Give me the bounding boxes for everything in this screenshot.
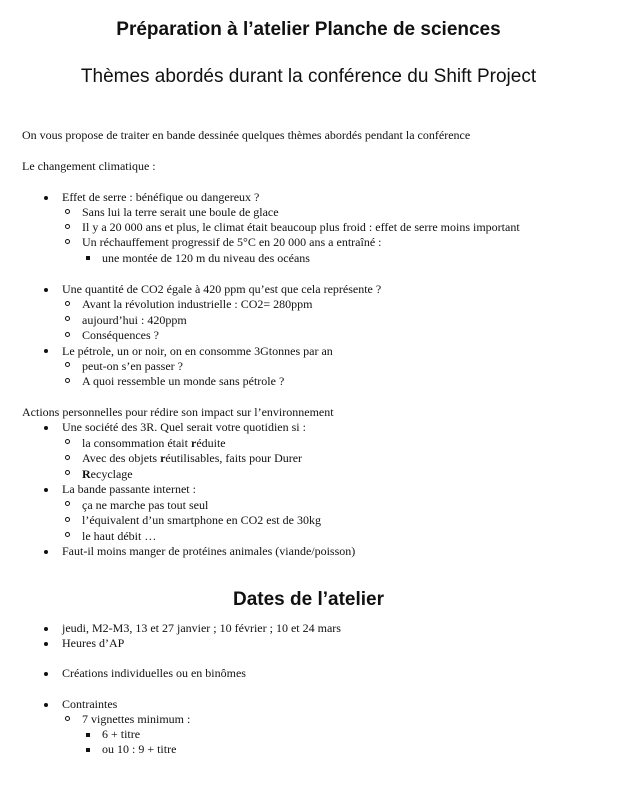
list-item: Recyclage: [82, 467, 133, 481]
list-item: peut-on s’en passer ?: [82, 359, 183, 373]
list-item: Un réchauffement progressif de 5°C en 20 000 ans a entraîné :: [82, 235, 382, 249]
list-item-co2: Une quantité de CO2 égale à 420 ppm qu’est que cela représente ?: [62, 282, 382, 296]
bullet-circle: [65, 224, 70, 229]
list-item: A quoi ressemble un monde sans pétrole ?: [82, 374, 285, 388]
section-actions-heading: Actions personnelles pour rédire son impact sur l’environnement: [22, 405, 334, 419]
page-title: Préparation à l’atelier Planche de sciences: [116, 19, 501, 40]
list-item: Avant la révolution industrielle : CO2= 280ppm: [82, 297, 313, 311]
bullet-disc: [44, 426, 48, 430]
bullet-circle: [65, 532, 70, 537]
bullet-circle: [65, 470, 70, 475]
list-item: ça ne marche pas tout seul: [82, 498, 209, 512]
bullet-square: [86, 733, 90, 737]
bullet-disc: [44, 488, 48, 492]
bullet-circle: [65, 455, 70, 460]
list-item: Il y a 20 000 ans et plus, le climat était beaucoup plus froid : effet de serre moins important: [82, 220, 520, 234]
bullet-circle: [65, 332, 70, 337]
bullet-disc: [44, 288, 48, 292]
list-item: aujourd’hui : 420ppm: [82, 313, 187, 327]
list-item: le haut débit …: [82, 529, 157, 543]
bullet-circle: [65, 239, 70, 244]
list-item: Conséquences ?: [82, 328, 159, 342]
list-item: 6 + titre: [102, 727, 141, 741]
list-item-protein: Faut-il moins manger de protéines animales (viande/poisson): [62, 544, 356, 558]
bullet-circle: [65, 501, 70, 506]
list-item: l’équivalent d’un smartphone en CO2 est de 30kg: [82, 513, 321, 527]
bullet-circle: [65, 301, 70, 306]
bullet-circle: [65, 439, 70, 444]
bullet-square: [86, 256, 90, 260]
bullet-circle: [65, 517, 70, 522]
list-item-constraints: Contraintes: [62, 697, 118, 711]
bullet-disc: [44, 672, 48, 676]
list-item-dates: jeudi, M2-M3, 13 et 27 janvier ; 10 février ; 10 et 24 mars: [62, 621, 341, 635]
page-subtitle: Thèmes abordés durant la conférence du Shift Project: [80, 66, 537, 87]
bullet-disc: [44, 196, 48, 200]
bullet-disc: [44, 349, 48, 353]
list-item: Sans lui la terre serait une boule de glace: [82, 205, 279, 219]
bullet-disc: [44, 550, 48, 554]
list-item-oil: Le pétrole, un or noir, on en consomme 3Gtonnes par an: [62, 344, 333, 358]
list-item-bandwidth: La bande passante internet :: [62, 482, 196, 496]
list-item-society: Une société des 3R. Quel serait votre quotidien si :: [62, 420, 306, 434]
bullet-disc: [44, 703, 48, 707]
list-item-creations: Créations individuelles ou en binômes: [62, 666, 246, 680]
bullet-circle: [65, 316, 70, 321]
intro-text: On vous propose de traiter en bande dessinée quelques thèmes abordés pendant la conférence: [22, 128, 471, 142]
list-item: la consommation était réduite: [82, 436, 226, 450]
list-item: ou 10 : 9 + titre: [102, 742, 177, 756]
list-item: 7 vignettes minimum :: [82, 712, 191, 726]
list-item: une montée de 120 m du niveau des océans: [102, 251, 310, 265]
bullet-circle: [65, 716, 70, 721]
dates-heading: Dates de l’atelier: [232, 589, 385, 610]
bullet-disc: [44, 642, 48, 646]
bullet-disc: [44, 627, 48, 631]
bullet-circle: [65, 209, 70, 214]
bullet-circle: [65, 362, 70, 367]
bullet-square: [86, 748, 90, 752]
list-item: Avec des objets réutilisables, faits pour Durer: [82, 451, 303, 465]
bullet-circle: [65, 378, 70, 383]
list-item-greenhouse: Effet de serre : bénéfique ou dangereux ?: [62, 190, 260, 204]
list-item-hours: Heures d’AP: [62, 636, 125, 650]
section-climate-heading: Le changement climatique :: [22, 159, 156, 173]
